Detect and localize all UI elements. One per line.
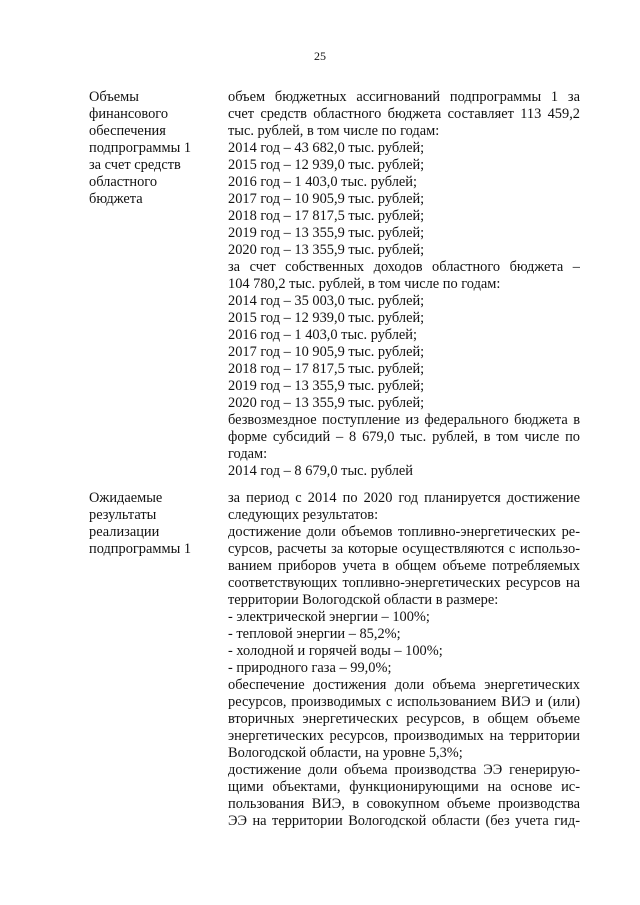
label-line: результаты: [89, 507, 157, 523]
text-line: за период с 2014 по 2020 год планируется достижение: [228, 490, 580, 506]
text-line: вторичных энергетических ресурсов, в общем объеме: [228, 711, 580, 727]
label-line: обеспечения: [89, 123, 166, 139]
expected-results-content: [228, 490, 580, 830]
text-line: следующих результатов:: [228, 507, 379, 523]
label-line: бюджета: [89, 191, 143, 207]
text-line: ресурсов, производимых с использованием ВИЭ и (или): [228, 694, 580, 710]
text-line: 2014 год – 8 679,0 тыс. рублей: [228, 463, 413, 479]
text-line: 2015 год – 12 939,0 тыс. рублей;: [228, 157, 425, 173]
text-line: достижение доли объемов топливно-энергетических ре-: [228, 524, 580, 540]
label-line: Ожидаемые: [89, 490, 163, 506]
text-line: 2016 год – 1 403,0 тыс. рублей;: [228, 327, 417, 343]
text-line: Вологодской области, на уровне 5,3%;: [228, 745, 463, 761]
text-line: за счет собственных доходов областного бюджета –: [228, 259, 580, 275]
label-line: за счет средств: [89, 157, 181, 173]
text-line: сурсов, расчеты за которые осуществляются с использо-: [228, 541, 580, 557]
text-line: 2014 год – 35 003,0 тыс. рублей;: [228, 293, 425, 309]
text-line: - холодной и горячей воды – 100%;: [228, 643, 443, 659]
text-line: 2018 год – 17 817,5 тыс. рублей;: [228, 361, 425, 377]
text-line: - электрической энергии – 100%;: [228, 609, 430, 625]
text-line: достижение доли объема производства ЭЭ генерирую-: [228, 762, 580, 778]
label-line: финансового: [89, 106, 169, 122]
text-line: 2020 год – 13 355,9 тыс. рублей;: [228, 242, 425, 258]
label-line: подпрограммы 1: [89, 140, 192, 156]
text-line: форме субсидий – 8 679,0 тыс. рублей, в том числе по: [228, 429, 580, 445]
text-line: 2014 год – 43 682,0 тыс. рублей;: [228, 140, 425, 156]
financing-section-label: [89, 89, 219, 208]
financing-section-content: [228, 89, 580, 480]
text-line: счет средств областного бюджета составляет 113 459,2: [228, 106, 580, 122]
page-number: 25: [314, 49, 326, 63]
text-line: ванием приборов учета в общем объеме потребляемых: [228, 558, 580, 574]
expected-results-label: [89, 490, 219, 558]
text-line: 2017 год – 10 905,9 тыс. рублей;: [228, 344, 425, 360]
text-line: объем бюджетных ассигнований подпрограммы 1 за: [228, 89, 580, 105]
text-line: щими объектами, функционирующими на основе ис-: [228, 779, 580, 795]
text-line: 2016 год – 1 403,0 тыс. рублей;: [228, 174, 417, 190]
text-line: пользования ВИЭ, в совокупном объеме производства: [228, 796, 580, 812]
text-line: энергетических ресурсов, производимых на территории: [228, 728, 580, 744]
label-line: областного: [89, 174, 158, 190]
label-line: Объемы: [89, 89, 139, 105]
text-line: обеспечение достижения доли объема энергетических: [228, 677, 580, 693]
text-line: 2015 год – 12 939,0 тыс. рублей;: [228, 310, 425, 326]
text-line: 2018 год – 17 817,5 тыс. рублей;: [228, 208, 425, 224]
text-line: годам:: [228, 446, 268, 462]
text-line: территории Вологодской области в размере:: [228, 592, 499, 608]
text-line: соответствующих топливно-энергетических ресурсов на: [228, 575, 580, 591]
text-line: 104 780,2 тыс. рублей, в том числе по годам:: [228, 276, 501, 292]
text-line: ЭЭ на территории Вологодской области (без учета гид-: [228, 813, 580, 829]
text-line: - тепловой энергии – 85,2%;: [228, 626, 401, 642]
label-line: подпрограммы 1: [89, 541, 192, 557]
text-line: 2017 год – 10 905,9 тыс. рублей;: [228, 191, 425, 207]
label-line: реализации: [89, 524, 160, 540]
text-line: тыс. рублей, в том числе по годам:: [228, 123, 440, 139]
text-line: 2020 год – 13 355,9 тыс. рублей;: [228, 395, 425, 411]
text-line: - природного газа – 99,0%;: [228, 660, 392, 676]
text-line: безвозмездное поступление из федерального бюджета в: [228, 412, 580, 428]
text-line: 2019 год – 13 355,9 тыс. рублей;: [228, 378, 425, 394]
text-line: 2019 год – 13 355,9 тыс. рублей;: [228, 225, 425, 241]
